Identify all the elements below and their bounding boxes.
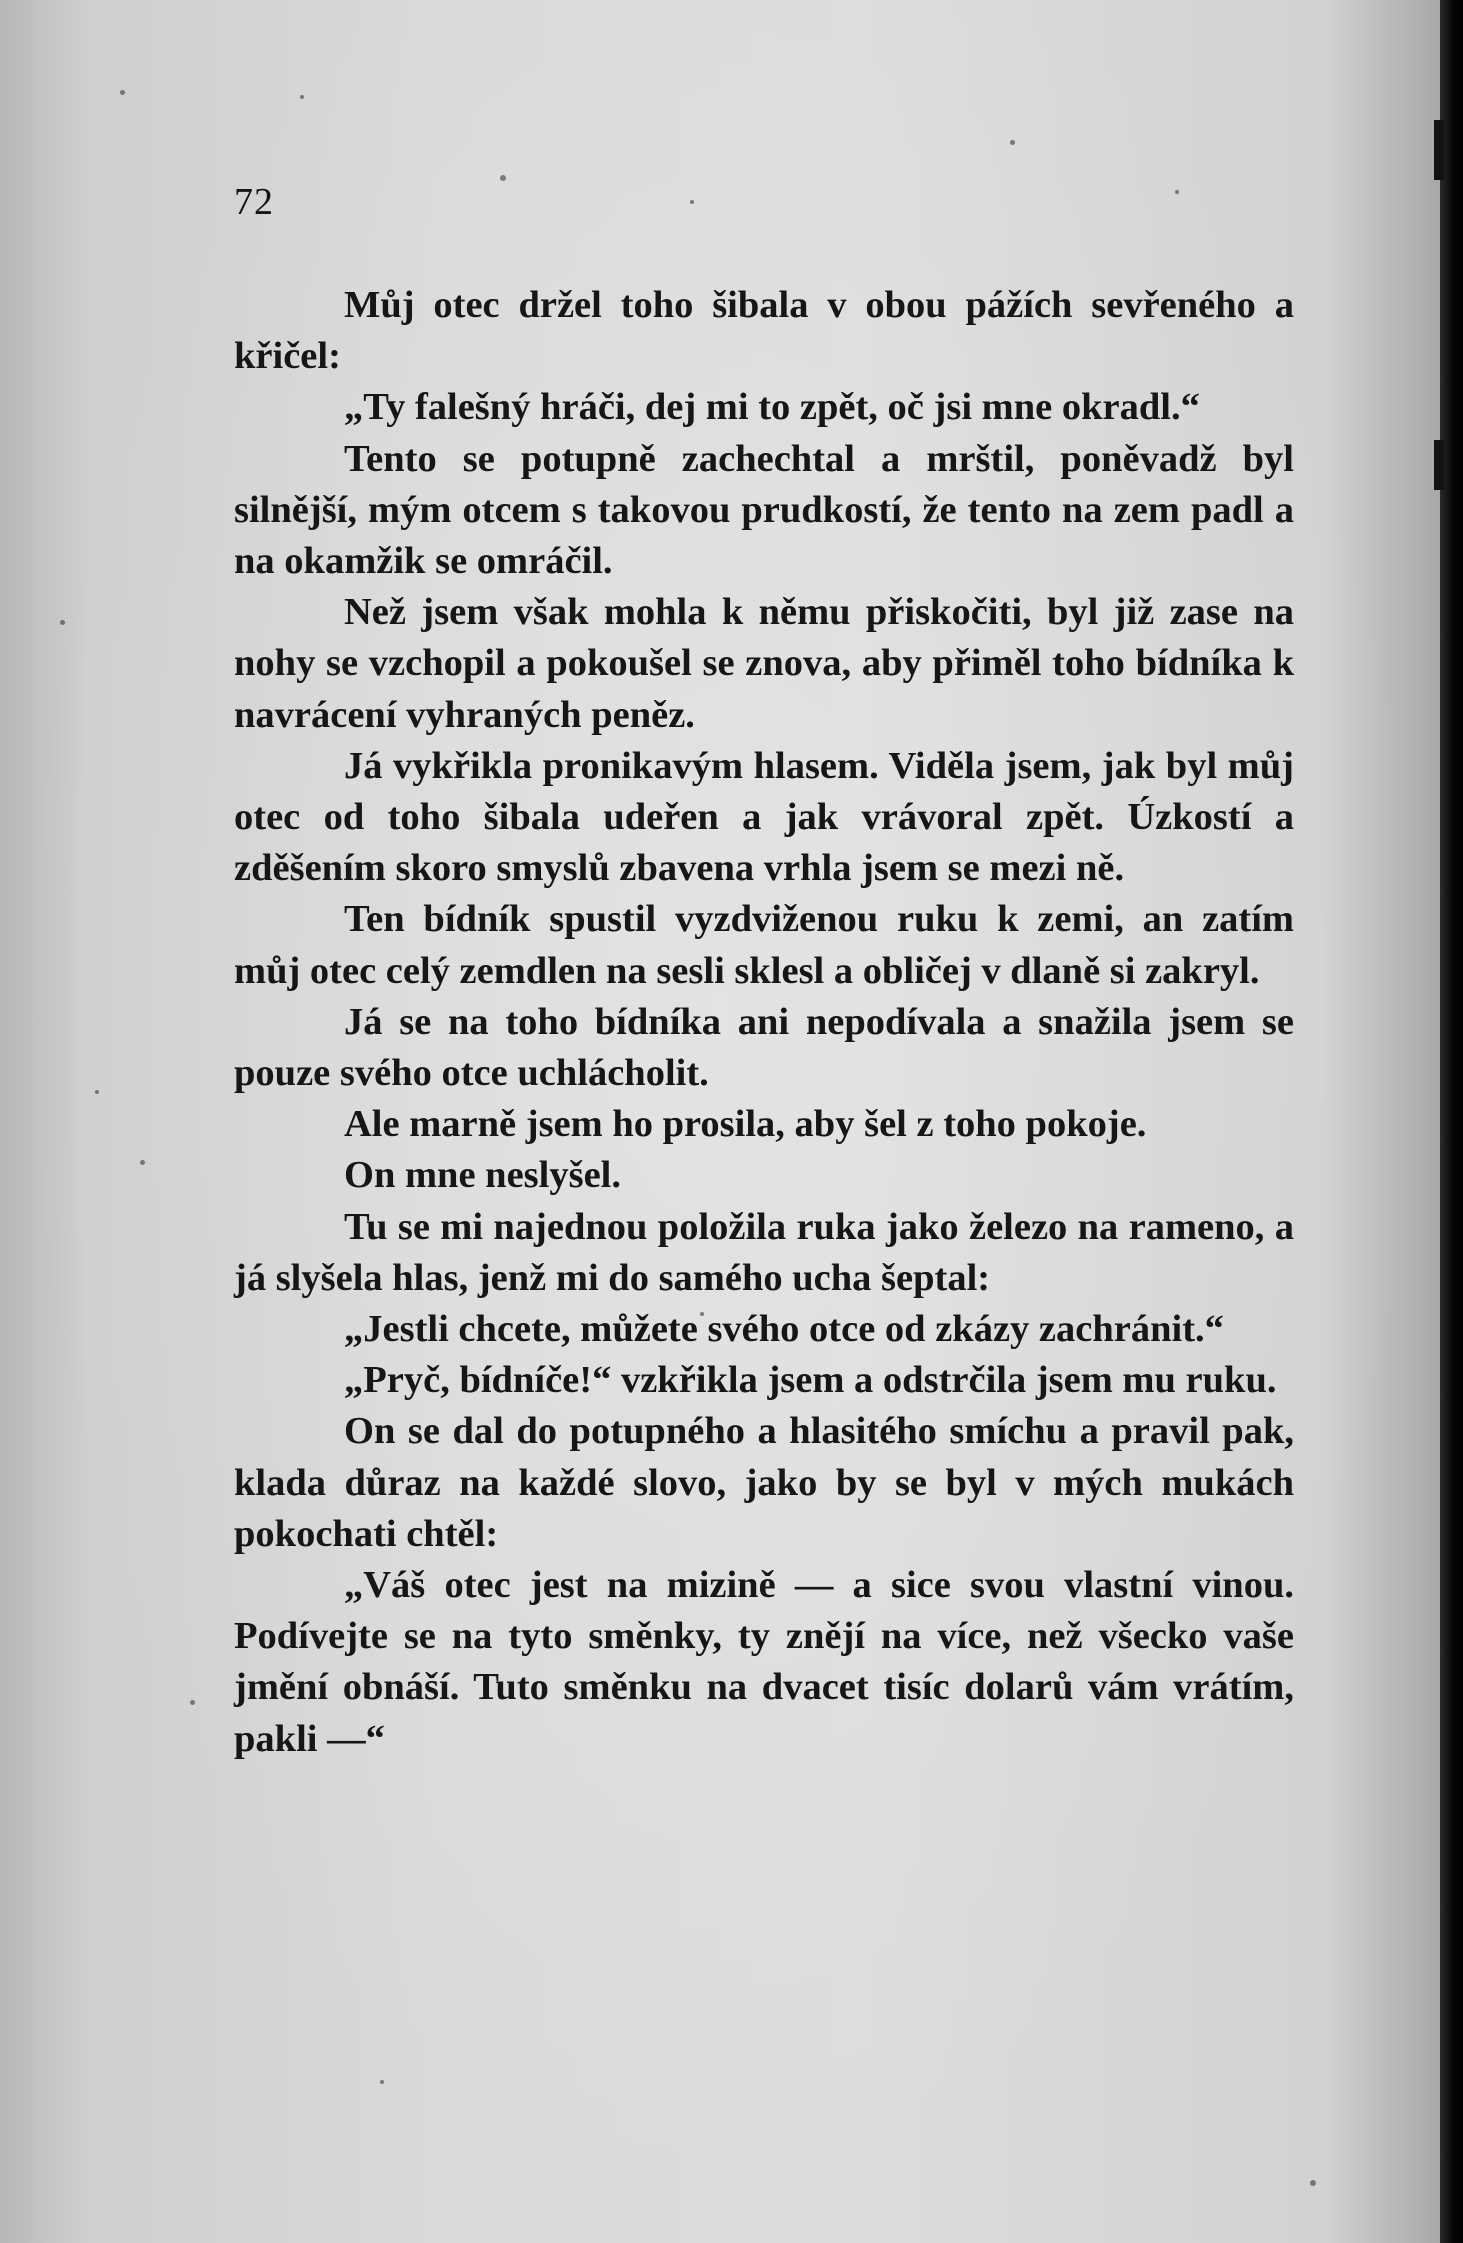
paper-speck xyxy=(300,95,304,99)
scan-edge-mark xyxy=(1434,120,1444,180)
page-number: 72 xyxy=(234,181,274,223)
scan-edge xyxy=(1440,0,1463,2243)
paper-speck xyxy=(500,175,506,181)
paper-speck xyxy=(1310,2180,1316,2186)
paragraph: Tento se potupně zachechtal a mrštil, poněvadž byl silnější, mým otcem s takovou prudkostí, že tento na zem padl a na okamžik se omráčil. xyxy=(234,437,1294,583)
paper-speck xyxy=(690,200,694,204)
paper-speck xyxy=(120,90,125,95)
paragraph: Než jsem však mohla k němu přiskočiti, byl již zase na nohy se vzchopil a pokoušel se znova, aby přiměl toho bídníka k navrácení vyhraných peněz. xyxy=(234,591,1294,736)
paragraph: Já vykřikla pronikavým hlasem. Viděla jsem, jak byl můj otec od toho šibala udeřen a jak vrávoral zpět. Úzkostí a zděšením skoro smyslů zbavena vrhla jsem se mezi ně. xyxy=(234,744,1294,890)
paper-speck xyxy=(190,1700,195,1705)
paragraph: On mne neslyšel. xyxy=(344,1154,622,1197)
paragraph: Ten bídník spustil vyzdviženou ruku k zemi, an zatím můj otec celý zemdlen na sesli sklesl a obličej v dlaně si zakryl. xyxy=(234,898,1294,992)
paper-speck xyxy=(380,2080,384,2084)
paper-speck xyxy=(95,1090,99,1094)
paragraph: Já se na toho bídníka ani nepodívala a snažila jsem se pouze svého otce uchlácholit. xyxy=(234,1000,1294,1095)
paragraph: On se dal do potupného a hlasitého smíchu a pravil pak, klada důraz na každé slovo, jako by se byl v mých mukách pokochati chtěl: xyxy=(234,1410,1294,1555)
paper-speck xyxy=(140,1160,145,1165)
scan-edge-mark xyxy=(1434,440,1444,490)
paper-speck xyxy=(1010,140,1015,145)
paragraph: Můj otec držel toho šibala v obou pážích sevřeného a křičel: xyxy=(234,284,1294,378)
paragraph: Tu se mi najednou položila ruka jako železo na rameno, a já slyšela hlas, jenž mi do samého ucha šeptal: xyxy=(234,1205,1294,1299)
paragraph: „Jestli chcete, můžete svého otce od zkázy zachránit.“ xyxy=(344,1308,1224,1351)
body-text xyxy=(234,280,1294,1765)
paragraph: Ale marně jsem ho prosila, aby šel z toho pokoje. xyxy=(344,1103,1147,1146)
paragraph: „Ty falešný hráči, dej mi to zpět, oč jsi mne okradl.“ xyxy=(344,386,1200,429)
paragraph: „Váš otec jest na mizině — a sice svou vlastní vinou. Podívejte se na tyto směnky, ty znějí na více, než všecko vaše jmění obnáší. Tuto směnku na dvacet tisíc dolarů vám vrátím, pakli —“ xyxy=(234,1564,1294,1760)
paragraph: „Pryč, bídníče!“ vzkřikla jsem a odstrčila jsem mu ruku. xyxy=(344,1359,1277,1402)
paper-speck xyxy=(1175,190,1179,194)
paper-speck xyxy=(60,620,65,625)
